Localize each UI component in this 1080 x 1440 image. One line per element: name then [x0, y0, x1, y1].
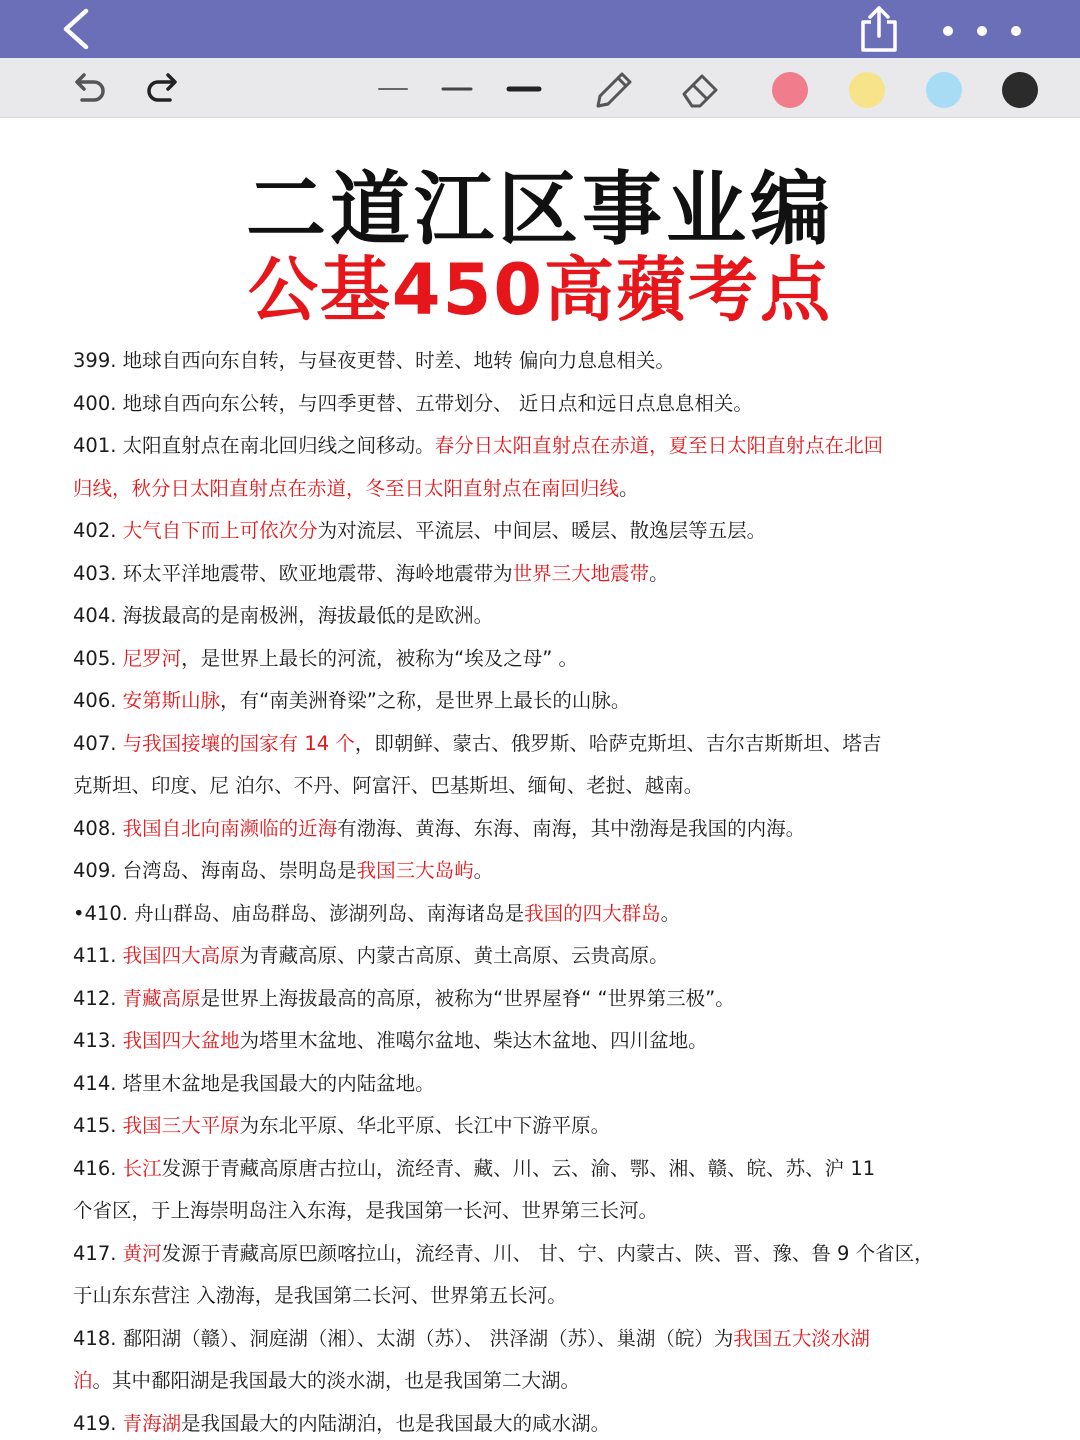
more-options-icon[interactable] — [936, 14, 1032, 48]
share-icon[interactable] — [856, 4, 902, 54]
top-nav-bar — [0, 0, 1080, 58]
note-line — [73, 595, 973, 638]
line-text: 。 — [619, 476, 639, 500]
highlight-text: 我国自北向南濒临的近海 — [122, 816, 338, 840]
note-content — [73, 340, 973, 1440]
line-text: 411. — [73, 944, 123, 967]
note-line — [73, 1403, 973, 1440]
line-text: 于山东东营注 入渤海，是我国第二长河、世界第五长河。 — [73, 1284, 567, 1307]
note-line — [73, 1275, 973, 1318]
undo-icon[interactable] — [68, 66, 108, 110]
highlight-text: 归线，秋分日太阳直射点在赤道，冬至日太阳直射点在南回归线 — [73, 476, 620, 500]
line-text: ，有“南美洲脊梁”之称，是世界上最长的山脉。 — [220, 689, 631, 712]
highlight-text: 泊 — [73, 1369, 93, 1392]
highlight-text: 青海湖 — [122, 1411, 182, 1435]
line-text: 。 — [473, 859, 494, 882]
line-text: 407. — [73, 731, 123, 755]
line-text: 。 — [660, 901, 681, 925]
line-text: ，是世界上最长的河流，被称为“埃及之母” 。 — [181, 646, 579, 670]
highlight-text: 我国五大淡水湖 — [733, 1326, 870, 1350]
line-text: 404. 海拔最高的是南极洲，海拔最低的是欧洲。 — [73, 604, 494, 627]
line-text: 为对流层、平流层、中间层、暖层、散逸层等五层。 — [317, 519, 767, 542]
pencil-icon[interactable] — [590, 66, 636, 110]
highlight-text: 黄河 — [122, 1241, 162, 1265]
line-text: 发源于青藏高原巴颜喀拉山，流经青、川、 甘、宁、内蒙古、陕、晋、豫、鲁 9 个省区， — [161, 1241, 934, 1265]
line-text: 399. 地球自西向东自转，与昼夜更替、时差、地转 偏向力息息相关。 — [73, 349, 675, 372]
note-line — [73, 510, 973, 553]
line-text: 408. — [73, 816, 123, 840]
eraser-icon[interactable] — [678, 66, 724, 110]
line-text: 400. 地球自西向东公转，与四季更替、五带划分、 近日点和远日点息息相关。 — [73, 391, 753, 415]
line-text: 401. 太阳直射点在南北回归线之间移动。 — [73, 434, 435, 457]
line-text: 405. — [73, 646, 123, 670]
note-line — [73, 680, 973, 723]
line-text: 406. — [73, 689, 123, 712]
highlight-text: 春分日太阳直射点在赤道，夏至日太阳直射点在北回 — [434, 434, 884, 457]
note-line — [73, 1318, 973, 1361]
line-text: 402. — [73, 519, 123, 542]
line-text: 为青藏高原、内蒙古高原、黄土高原、云贵高原。 — [239, 944, 669, 967]
black-color-swatch[interactable] — [1002, 72, 1038, 108]
highlight-text: 大气自下而上可依次分 — [122, 519, 318, 542]
yellow-color-swatch[interactable] — [849, 72, 885, 108]
note-line — [73, 893, 973, 936]
redo-icon[interactable] — [144, 66, 184, 110]
document-title: 二道江区事业编 — [246, 163, 834, 256]
note-line — [73, 553, 973, 596]
line-text: 是世界上海拔最高的高原，被称为“世界屋脊“ “世界第三极”。 — [200, 986, 735, 1010]
highlight-text: 我国四大盆地 — [122, 1029, 240, 1052]
note-line — [73, 1233, 973, 1276]
note-line — [73, 1020, 973, 1063]
highlight-text: 我国三大岛屿 — [356, 859, 474, 882]
line-text: ，即朝鲜、蒙古、俄罗斯、哈萨克斯坦、吉尔吉斯斯坦、塔吉 — [354, 731, 882, 755]
note-line — [73, 638, 973, 681]
highlight-text: 我国四大高原 — [122, 944, 240, 967]
line-text: 是我国最大的内陆湖泊，也是我国最大的咸水湖。 — [181, 1411, 611, 1435]
pink-color-swatch[interactable] — [772, 72, 808, 108]
line-text: 个省区，于上海崇明岛注入东海，是我国第一长河、世界第三长河。 — [73, 1199, 659, 1222]
highlight-text: 长江 — [122, 1156, 162, 1180]
line-text: 403. 环太平洋地震带、欧亚地震带、海岭地震带为 — [73, 561, 513, 585]
highlight-text: 我国的四大群岛 — [524, 901, 661, 925]
note-line — [73, 808, 973, 851]
thin-stroke-icon[interactable] — [376, 66, 410, 110]
medium-stroke-icon[interactable] — [440, 66, 474, 110]
annotation-toolbar — [0, 58, 1080, 118]
line-text: 418. 鄱阳湖（赣）、洞庭湖（湘）、太湖（苏）、 洪泽湖（苏）、巢湖（皖）为 — [73, 1326, 734, 1350]
line-text: 416. — [73, 1156, 123, 1180]
line-text: 417. — [73, 1241, 123, 1265]
note-line — [73, 425, 973, 468]
note-line — [73, 978, 973, 1021]
note-line — [73, 1105, 973, 1148]
thick-stroke-icon[interactable] — [506, 66, 542, 110]
note-line — [73, 850, 973, 893]
note-line — [73, 765, 973, 808]
blue-color-swatch[interactable] — [926, 72, 962, 108]
document-subtitle: 公基450高蘋考点 — [247, 249, 833, 331]
line-text: 为东北平原、华北平原、长江中下游平原。 — [239, 1114, 611, 1137]
note-line — [73, 1190, 973, 1233]
note-line — [73, 1148, 973, 1191]
highlight-text: 青藏高原 — [122, 986, 201, 1010]
line-text: 413. — [73, 1029, 123, 1052]
line-text: 412. — [73, 986, 123, 1010]
line-text: 414. 塔里木盆地是我国最大的内陆盆地。 — [73, 1071, 435, 1095]
line-text: 。其中鄱阳湖是我国最大的淡水湖，也是我国第二大湖。 — [92, 1369, 581, 1392]
note-line — [73, 468, 973, 511]
note-line — [73, 1063, 973, 1106]
line-text: 415. — [73, 1114, 123, 1137]
note-line — [73, 935, 973, 978]
note-line — [73, 1360, 973, 1403]
line-text: 克斯坦、印度、尼 泊尔、不丹、阿富汗、巴基斯坦、缅甸、老挝、越南。 — [73, 774, 704, 797]
back-arrow-icon[interactable] — [56, 6, 100, 52]
highlight-text: 与我国接壤的国家有 14 个 — [122, 731, 355, 755]
line-text: 有渤海、黄海、东海、南海，其中渤海是我国的内海。 — [337, 816, 806, 840]
note-line — [73, 383, 973, 426]
line-text: 409. 台湾岛、海南岛、崇明岛是 — [73, 859, 357, 882]
line-text: •410. 舟山群岛、庙岛群岛、澎湖列岛、南海诸岛是 — [73, 901, 525, 925]
highlight-text: 世界三大地震带 — [512, 561, 650, 585]
line-text: 为塔里木盆地、准噶尔盆地、柴达木盆地、四川盆地。 — [239, 1029, 708, 1052]
highlight-text: 安第斯山脉 — [122, 689, 221, 712]
line-text: 419. — [73, 1411, 123, 1435]
highlight-text: 尼罗河 — [122, 646, 182, 670]
line-text: 。 — [649, 561, 669, 585]
note-line — [73, 723, 973, 766]
note-line — [73, 340, 973, 383]
highlight-text: 我国三大平原 — [122, 1114, 240, 1137]
line-text: 发源于青藏高原唐古拉山，流经青、藏、川、云、渝、鄂、湘、赣、皖、苏、沪 11 — [161, 1156, 876, 1180]
